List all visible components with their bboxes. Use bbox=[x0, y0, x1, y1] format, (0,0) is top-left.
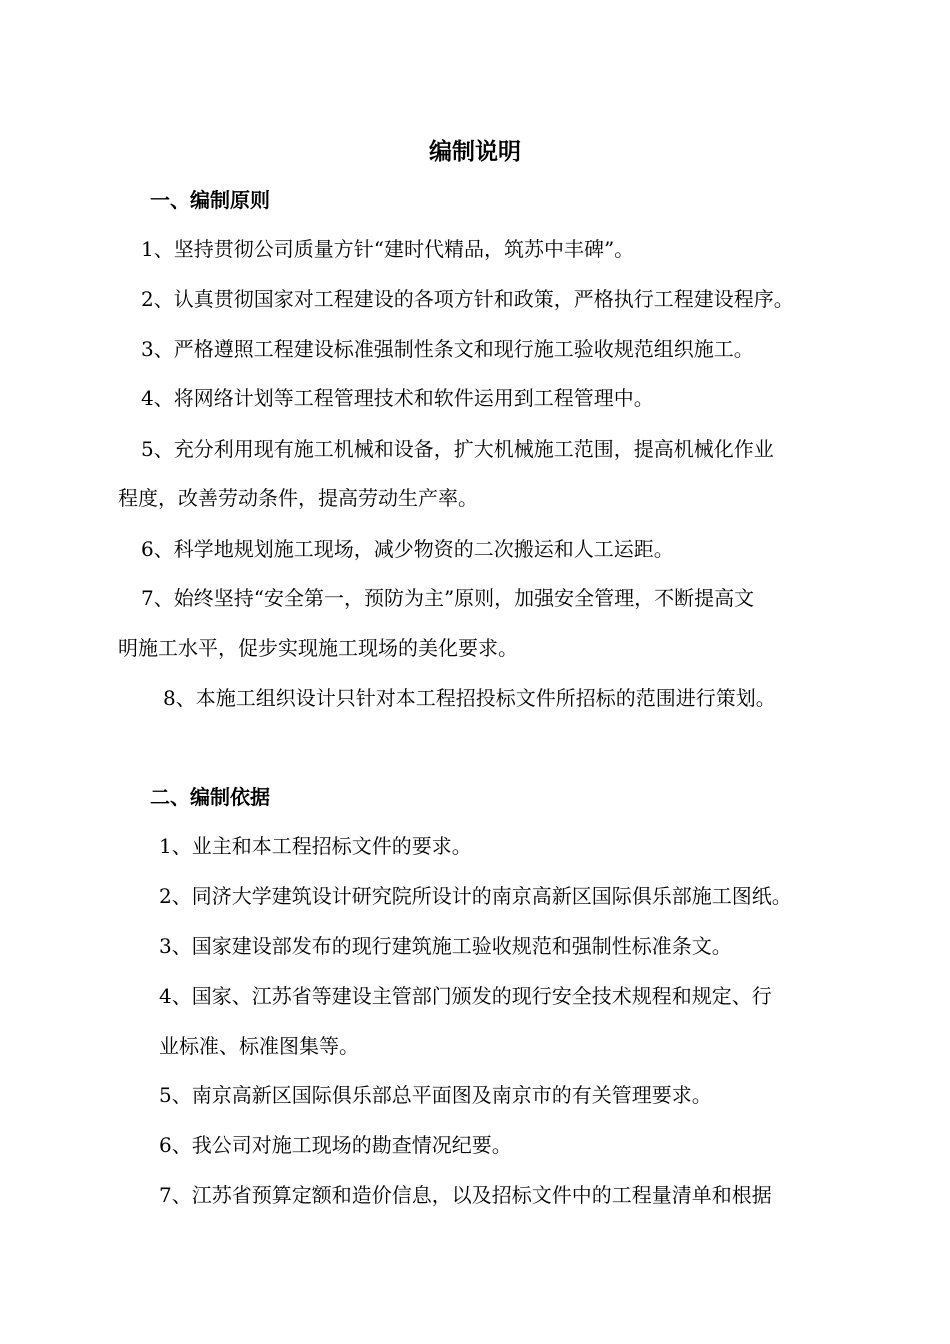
section-heading-principles: 一、编制原则 bbox=[150, 188, 270, 212]
principle-item-2: 2、认真贯彻国家对工程建设的各项方针和政策，严格执行工程建设程序。 bbox=[141, 287, 794, 311]
principle-item-3: 3、严格遵照工程建设标准强制性条文和现行施工验收规范组织施工。 bbox=[141, 337, 754, 361]
principle-item-5: 5、充分利用现有施工机械和设备，扩大机械施工范围，提高机械化作业 bbox=[141, 437, 774, 461]
principle-item-7: 7、始终坚持“安全第一，预防为主”原则，加强安全管理，不断提高文 bbox=[141, 586, 755, 610]
principle-item-7-continued: 明施工水平，促步实现施工现场的美化要求。 bbox=[118, 636, 518, 660]
principle-item-4: 4、将网络计划等工程管理技术和软件运用到工程管理中。 bbox=[141, 386, 654, 410]
basis-item-6: 6、我公司对施工现场的勘查情况纪要。 bbox=[159, 1133, 512, 1157]
section-heading-basis: 二、编制依据 bbox=[150, 785, 270, 809]
basis-item-2: 2、同济大学建筑设计研究院所设计的南京高新区国际俱乐部施工图纸。 bbox=[159, 884, 792, 908]
basis-item-4-continued: 业标准、标准图集等。 bbox=[159, 1034, 359, 1058]
basis-item-1: 1、业主和本工程招标文件的要求。 bbox=[159, 834, 472, 858]
principle-item-8: 8、本施工组织设计只针对本工程招投标文件所招标的范围进行策划。 bbox=[163, 686, 776, 710]
principle-item-5-continued: 程度，改善劳动条件，提高劳动生产率。 bbox=[118, 486, 478, 510]
basis-item-7: 7、江苏省预算定额和造价信息，以及招标文件中的工程量清单和根据 bbox=[159, 1183, 772, 1207]
basis-item-4: 4、国家、江苏省等建设主管部门颁发的现行安全技术规程和规定、行 bbox=[159, 984, 772, 1008]
document-title: 编制说明 bbox=[429, 138, 521, 165]
principle-item-1: 1、坚持贯彻公司质量方针“建时代精品，筑苏中丰碑”。 bbox=[141, 237, 635, 261]
principle-item-6: 6、科学地规划施工现场，减少物资的二次搬运和人工运距。 bbox=[141, 537, 674, 561]
basis-item-3: 3、国家建设部发布的现行建筑施工验收规范和强制性标准条文。 bbox=[159, 934, 732, 958]
basis-item-5: 5、南京高新区国际俱乐部总平面图及南京市的有关管理要求。 bbox=[159, 1083, 712, 1107]
